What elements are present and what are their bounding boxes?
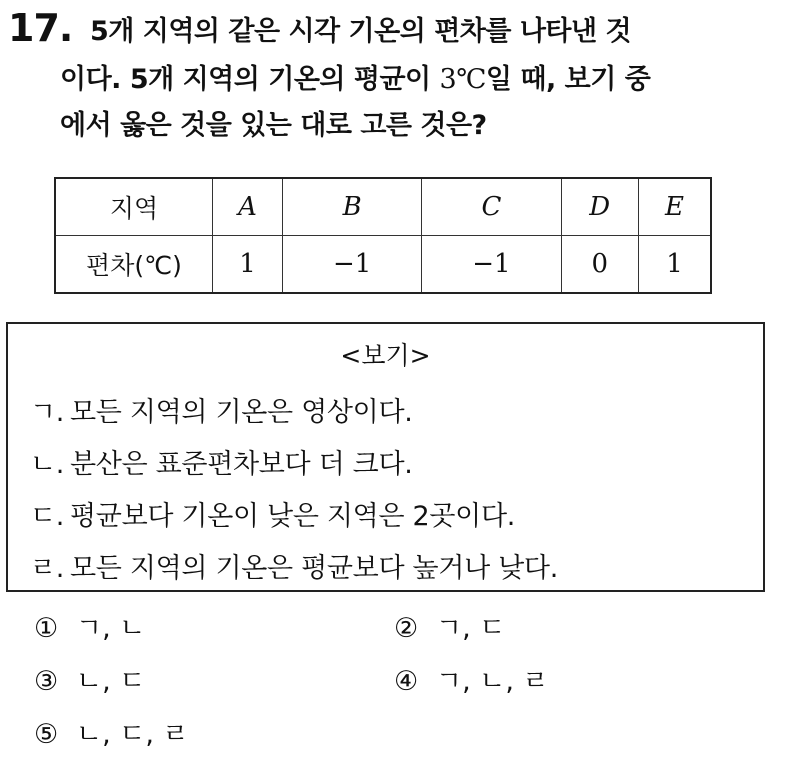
region-cell-c: C xyxy=(422,178,561,236)
region-cell-d: D xyxy=(561,178,638,236)
answer-choice-1[interactable] xyxy=(34,606,145,645)
deviation-cell-d: 0 xyxy=(561,236,638,294)
bogi-item-mark: ㄹ. xyxy=(30,553,65,584)
bogi-item-text: 평균보다 기온이 낮은 지역은 2곳이다. xyxy=(70,501,516,532)
bogi-box xyxy=(6,322,765,592)
choice-text: ㄱ, ㄴ xyxy=(76,613,146,644)
deviation-cell-a: 1 xyxy=(213,236,283,294)
deviation-cell-c: −1 xyxy=(422,236,561,294)
question-text-line-2-pre: 이다. 5개 지역의 기온의 평균이 xyxy=(60,64,440,95)
bogi-title: <보기> xyxy=(340,341,431,370)
answer-choice-2[interactable] xyxy=(394,606,505,645)
region-cell-b: B xyxy=(283,178,422,236)
choice-text: ㄱ, ㄴ, ㄹ xyxy=(436,666,549,697)
region-cell-a: A xyxy=(213,178,283,236)
choice-number: ⑤ xyxy=(34,719,59,750)
bogi-item-4 xyxy=(30,546,558,585)
answer-choice-4[interactable] xyxy=(394,659,549,698)
bogi-item-3 xyxy=(30,494,515,533)
bogi-item-text: 모든 지역의 기온은 영상이다. xyxy=(70,397,413,428)
deviation-table xyxy=(54,177,712,294)
bogi-item-text: 분산은 표준편차보다 더 크다. xyxy=(70,449,413,480)
bogi-item-mark: ㄷ. xyxy=(30,501,65,532)
table-row-deviations xyxy=(55,236,711,294)
answer-choice-5[interactable] xyxy=(34,712,189,751)
table-header-label: 지역 xyxy=(55,178,213,236)
bogi-item-mark: ㄴ. xyxy=(30,449,65,480)
bogi-item-mark: ㄱ. xyxy=(30,397,65,428)
question-text-line-3: 에서 옳은 것을 있는 대로 고른 것은? xyxy=(60,110,487,141)
question-text-line-1: 5개 지역의 같은 시각 기온의 편차를 나타낸 것 xyxy=(90,16,632,47)
choice-text: ㄴ, ㄷ, ㄹ xyxy=(76,719,189,750)
bogi-item-1 xyxy=(30,390,413,429)
answer-choice-3[interactable] xyxy=(34,659,145,698)
question-number: 17. xyxy=(8,6,73,50)
bogi-item-text: 모든 지역의 기온은 평균보다 높거나 낮다. xyxy=(70,553,558,584)
table-row-regions xyxy=(55,178,711,236)
question-text-line-2 xyxy=(60,60,650,100)
choice-number: ② xyxy=(394,613,419,644)
deviation-cell-b: −1 xyxy=(283,236,422,294)
choice-number: ① xyxy=(34,613,59,644)
choice-text: ㄴ, ㄷ xyxy=(76,666,146,697)
deviation-cell-e: 1 xyxy=(638,236,711,294)
choice-number: ④ xyxy=(394,666,419,697)
mean-temperature: 3℃ xyxy=(439,64,486,95)
choice-number: ③ xyxy=(34,666,59,697)
choice-text: ㄱ, ㄷ xyxy=(436,613,506,644)
table-row-label: 편차(℃) xyxy=(55,236,213,294)
bogi-item-2 xyxy=(30,442,413,481)
question-text-line-2-post: 일 때, 보기 중 xyxy=(485,64,651,95)
region-cell-e: E xyxy=(638,178,711,236)
